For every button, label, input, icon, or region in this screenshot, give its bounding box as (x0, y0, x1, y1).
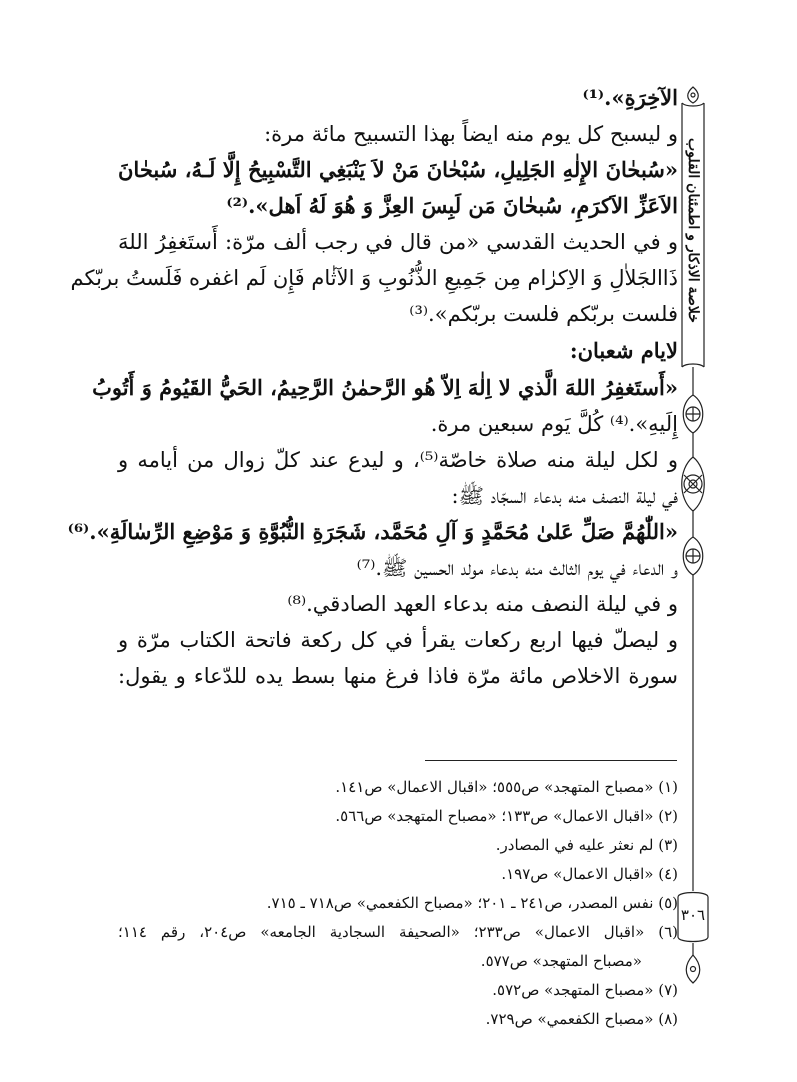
book-title-vertical: خلاصة الاذكار و اطمئنان القلوب (685, 137, 701, 323)
text-line: و في ليلة النصف منه بدعاء العهد الصادقي.⁽⁸⁾ (287, 592, 678, 616)
text-line: و ليصلّ فيها اربع ركعات يقرأ في كل ركعة فاتحة الكتاب مرّة و (118, 628, 678, 652)
footnote-continuation: «مصباح المتهجد» ص٥٧٧. (480, 952, 642, 970)
margin-ornament-column (676, 85, 710, 1045)
footnote: (٢) «اقبال الاعمال» ص١٣٣؛ «مصباح المتهجد» ص٥٦٦. (335, 807, 678, 825)
text-line: «سُبحٰانَ الإِلٰهِ الجَلِيلِ، سُبْحٰانَ مَنْ لاَ يَنْبَغِي التَّسْبِيحُ إِلَّا لَـهُ، سُبحٰانَ (118, 157, 678, 182)
text-line: و ليسبح كل يوم منه ايضاً بهذا التسبيح مائة مرة: (264, 122, 678, 146)
text-line: ذَاالجَلاٰلِ وَ الاِكرٰام مِن جَمِيعِ الذُّنُوبِ وَ الآثٰام فَإِن لَم اغفره فَلَستُ بربّكم (70, 266, 678, 290)
text-line: و لكل ليلة منه صلاة خاصّة⁽⁵⁾، و ليدع عند كلّ زوال من أيامه و (118, 448, 678, 472)
text-line: و في الحديث القدسي «من قال في رجب ألف مرّة: أَستَغفِرُ اللهَ (118, 230, 678, 254)
text-line: الاَعَزِّ الاَكرَمِ، سُبحٰانَ مَن لَبِسَ العِزَّ وَ هُوَ لَهُ اَهل».⁽²⁾ (226, 193, 678, 218)
footnote: (١) «مصباح المتهجد» ص٥٥٥؛ «اقبال الاعمال» ص١٤١. (335, 778, 678, 796)
footnote-divider (425, 760, 677, 761)
text-line: في ليلة النصف منه بدعاء السجّاد ﷺ: (451, 484, 678, 508)
text-line: الآخِرَةِ».⁽¹⁾ (582, 85, 678, 110)
footnote: (٣) لم نعثر عليه في المصادر. (495, 836, 678, 854)
section-heading: لايام شعبان: (569, 338, 678, 363)
page-number: ٣٠٦ (680, 906, 706, 924)
text-line: و الدعاء في يوم الثالث منه بدعاء مولد الحسين ﷺ.⁽⁷⁾ (356, 556, 678, 580)
footnote: (٦) «اقبال الاعمال» ص٢٣٣؛ «الصحيفة السجادية الجامعه» ص٢٠٤، رقم ١١٤؛ (118, 923, 678, 941)
footnote: (٨) «مصباح الكفعمي» ص٧٢٩. (485, 1010, 678, 1028)
text-line: إِلَيهِ».⁽⁴⁾ كُلَّ يَوم سبعين مرة. (430, 412, 678, 436)
text-line: «اللّٰهُمَّ صَلِّ عَلىٰ مُحَمَّدٍ وَ آلِ مُحَمَّد، شَجَرَةِ النُّبُوَّةِ وَ مَوْضِعِ الرِّسٰالَةِ».⁽⁶⁾ (67, 519, 678, 544)
main-text (67, 80, 678, 694)
text-line: «أَستَغفِرُ اللهَ الَّذي لا اِلٰهَ اِلاّ هُو الرَّحمٰنُ الرَّحِيمُ، الحَيُّ القَيُومُ وَ أَتُوبُ (92, 375, 678, 400)
footnote: (٧) «مصباح المتهجد» ص٥٧٢. (492, 981, 678, 999)
footnotes (118, 773, 678, 1034)
footnote: (٥) نفس المصدر، ص٢٤١ ـ ٢٠١؛ «مصباح الكفعمي» ص٧١٨ ـ ٧١٥. (266, 894, 678, 912)
text-line: سورة الاخلاص مائة مرّة فاذا فرغ منها بسط يده للدّعاء و يقول: (118, 664, 678, 688)
footnote: (٤) «اقبال الاعمال» ص١٩٧. (501, 865, 678, 883)
text-line: فلست بربّكم فلست بربّكم».⁽³⁾ (409, 302, 678, 326)
